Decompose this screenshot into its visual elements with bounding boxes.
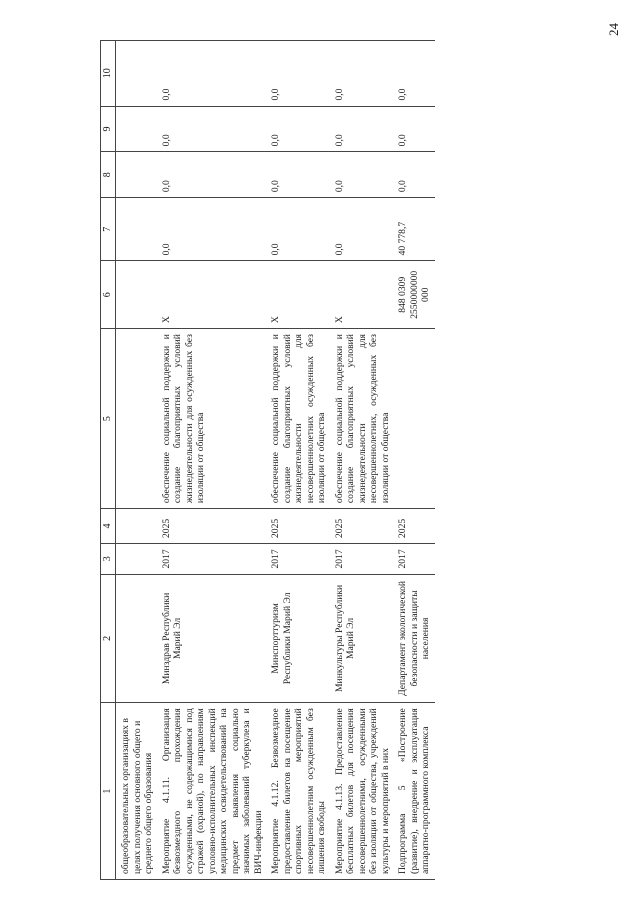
executor: Минкультуры Республики Марий Эл	[331, 574, 395, 703]
executor: Минздрав Республики Марий Эл	[158, 574, 268, 703]
page-number-text: 24	[606, 23, 621, 36]
table-row	[331, 41, 395, 880]
budget-code: Х	[331, 261, 395, 329]
end-year: 2025	[158, 509, 268, 544]
continuation-text: общеобразовательных организациях в целях получения основного общего и среднего общего образования	[116, 703, 158, 880]
start-year: 2017	[331, 543, 395, 574]
executor: Минспорттуризм Республики Марий Эл	[267, 574, 331, 703]
expected-result: обеспечение социальной поддержки и создание благоприятных условий жизнедеятельности для несовершеннолетних, осужденных без изоляции от общества	[331, 329, 395, 509]
measure-name: Мероприятие 4.1.13. Предоставление бесплатных билетов для посещения несовершеннолетними, осужденными без изоляции от общества, учреждений культуры и мероприятий в них	[331, 703, 395, 880]
end-year: 2025	[394, 509, 435, 544]
value-col8: 0,0	[267, 152, 331, 198]
header-cell: 7	[101, 198, 116, 261]
header-cell: 8	[101, 152, 116, 198]
header-cell: 1	[101, 703, 116, 880]
table-row	[158, 41, 268, 880]
end-year: 2025	[267, 509, 331, 544]
value-col7: 0,0	[267, 198, 331, 261]
value-col10: 0,0	[158, 41, 268, 107]
budget-code: Х	[267, 261, 331, 329]
table-row	[267, 41, 331, 880]
budget-code: 848 0309 2550000000 000	[394, 261, 435, 329]
header-cell: 4	[101, 509, 116, 544]
continuation-row	[116, 41, 158, 880]
end-year: 2025	[331, 509, 395, 544]
header-cell: 3	[101, 543, 116, 574]
header-cell: 5	[101, 329, 116, 509]
expected-result	[394, 329, 435, 509]
expected-result: обеспечение социальной поддержки и создание благоприятных условий жизнедеятельности для осужденных без изоляции от общества	[158, 329, 268, 509]
header-row	[101, 41, 116, 880]
measure-name: Мероприятие 4.1.11. Организация безвозмездного прохождения осужденными, не содержащимися под стражей (охраной), по направлениям уголовно-исполнительных инспекций медицинских освидетельствований на предмет выявления социально значимых заболеваний туберкулеза и ВИЧ-инфекции	[158, 703, 268, 880]
header-cell: 2	[101, 574, 116, 703]
header-cell: 6	[101, 261, 116, 329]
expected-result: обеспечение социальной поддержки и создание благоприятных условий жизнедеятельности для несовершеннолетних осужденных без изоляции от общества	[267, 329, 331, 509]
value-col8: 0,0	[158, 152, 268, 198]
table-row	[394, 41, 435, 880]
value-col10: 0,0	[267, 41, 331, 107]
start-year: 2017	[158, 543, 268, 574]
budget-code: Х	[158, 261, 268, 329]
value-col8: 0,0	[331, 152, 395, 198]
value-col9: 0,0	[158, 106, 268, 152]
value-col7: 40 778,7	[394, 198, 435, 261]
executor: Департамент экологической безопасности и защиты населения	[394, 574, 435, 703]
value-col8: 0,0	[394, 152, 435, 198]
value-col10: 0,0	[394, 41, 435, 107]
subprogram-name: Подпрограмма 5 «Построение (развитие), внедрение и эксплуатация аппаратно-программного комплекса	[394, 703, 435, 880]
program-table	[100, 40, 435, 880]
header-cell: 9	[101, 106, 116, 152]
value-col7: 0,0	[331, 198, 395, 261]
value-col9: 0,0	[394, 106, 435, 152]
start-year: 2017	[267, 543, 331, 574]
value-col9: 0,0	[267, 106, 331, 152]
value-col7: 0,0	[158, 198, 268, 261]
value-col10: 0,0	[331, 41, 395, 107]
measure-name: Мероприятие 4.1.12. Безвозмездное предоставление билетов на посещение спортивных мероприятий несовершеннолетним осужденным без лишения свободы	[267, 703, 331, 880]
start-year: 2017	[394, 543, 435, 574]
header-cell: 10	[101, 41, 116, 107]
rotated-table-sheet	[100, 40, 600, 880]
value-col9: 0,0	[331, 106, 395, 152]
